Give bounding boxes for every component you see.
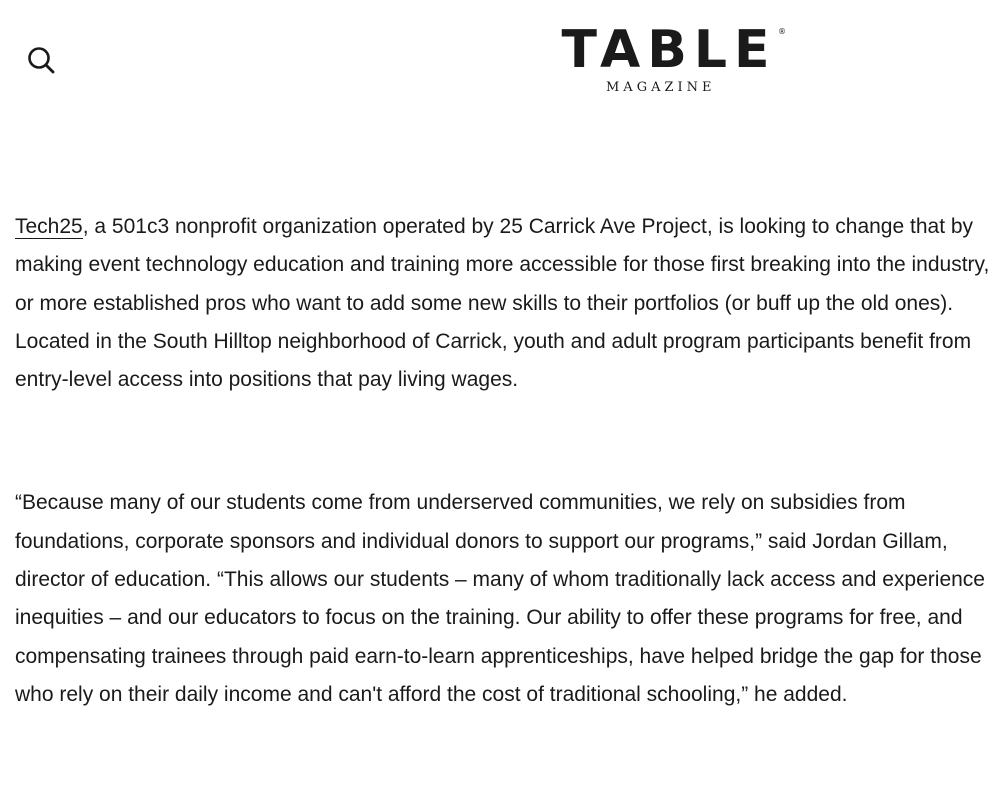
paragraph-text: , a 501c3 nonprofit organization operated by 25 Carrick Ave Project, is looking to change that by making event technology education and training more accessible for those first breaking into the industry, or more established pros who want to add some new skills to their portfolios (or buff up the old ones). Located in the South Hilltop neighborhood of Carrick, youth and adult program participants benefit from entry-level access into positions that pay living wages. [15, 215, 990, 392]
search-icon [25, 44, 57, 76]
paragraph-text: “Because many of our students come from underserved communities, we rely on subsidies from foundations, corporate sponsors and individual donors to support our programs,” said Jordan Gillam, director of education. “This allows our students – many of whom traditionally lack access and experience inequities – and our educators to focus on the training. Our ability to offer these programs for free, and compensating trainees through paid earn-to-learn apprenticeships, have helped bridge the gap for those who rely on their daily income and can't afford the cost of traditional schooling,” he added. [15, 491, 985, 706]
registered-mark: ® [778, 27, 786, 36]
logo-subtitle: MAGAZINE [606, 80, 716, 95]
logo-title: TABLE ® [561, 20, 786, 80]
search-button[interactable] [25, 44, 57, 76]
article-paragraph [15, 208, 990, 399]
site-logo[interactable] [556, 20, 786, 96]
article-body [15, 208, 990, 714]
tech25-link[interactable]: Tech25 [15, 215, 83, 238]
article-paragraph [15, 484, 990, 714]
site-header [0, 0, 1000, 110]
